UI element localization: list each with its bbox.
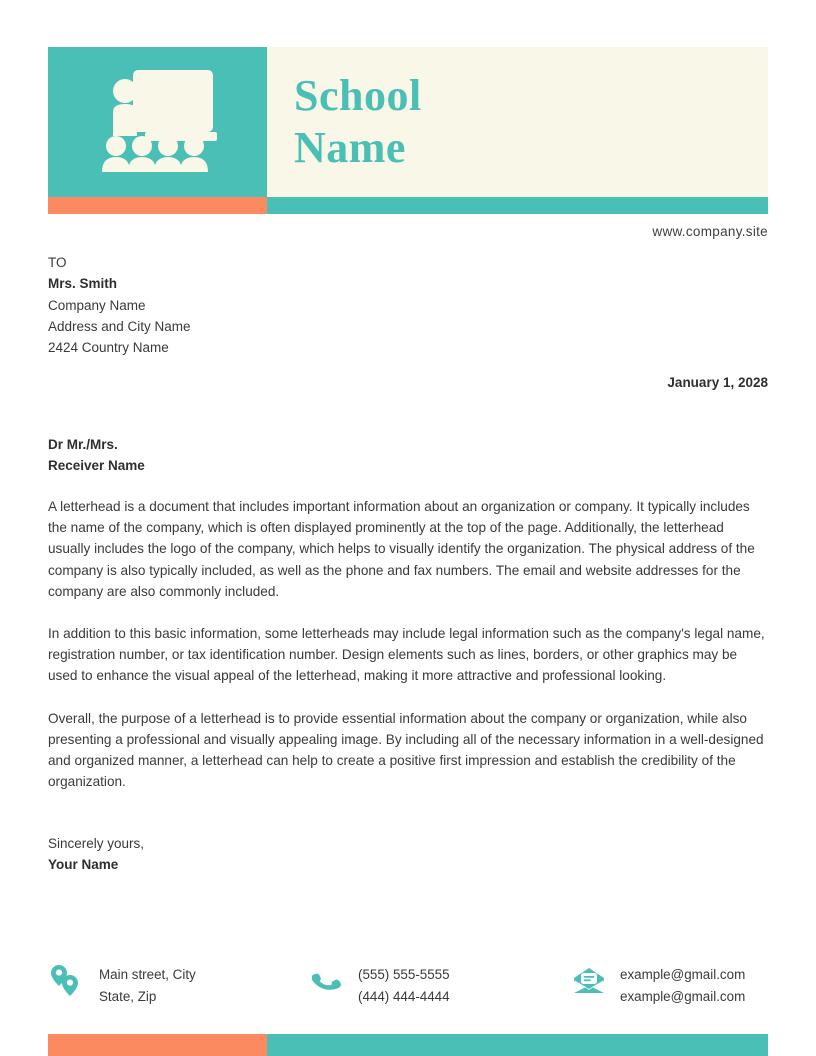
phone-line-2: (444) 444-4444 [358,989,450,1004]
salutation-block [48,434,548,477]
logo-block [48,47,267,197]
phone-line-1: (555) 555-5555 [358,967,450,982]
accent-bar-orange-segment [48,197,267,214]
body-paragraph-2: In addition to this basic information, some letterheads may include legal information such as the company's legal name, registration number, or tax identification number. Design elements such as lines, borders, or other graphics may be used to enhance the visual appeal of the letterhead, making it more attractive and professional looking. [48,626,765,684]
contact-address [48,962,310,1008]
email-line-1: example@gmail.com [620,967,746,982]
bottom-accent-teal-segment [267,1034,768,1056]
bottom-accent-orange-segment [48,1034,267,1056]
letter-body [48,496,766,813]
email-line-2: example@gmail.com [620,989,746,1004]
salutation-line-1: Dr Mr./Mrs. [48,437,118,452]
recipient-company: Company Name [48,297,146,313]
sender-name: Your Name [48,857,119,873]
envelope-message-icon [572,962,606,1000]
website-url: www.company.site [652,224,768,239]
recipient-label: TO [48,255,67,270]
phone-icon [310,962,344,1000]
recipient-block [48,252,468,358]
email-lines [606,962,745,1008]
body-paragraph-1: A letterhead is a document that includes important information about an organization or company. It typically includes the name of the company, which is often displayed prominently at the top of the page. Additionally, the letterhead usually includes the logo of the company, which helps to visually identify the organization. The physical address of the company is also typically included, as well as the phone and fax numbers. The email and website addresses for the company are also commonly included. [48,499,755,599]
phone-lines [344,962,450,1008]
accent-bar-teal-segment [267,197,768,214]
school-name-block [267,47,768,197]
top-accent-bar [48,197,768,214]
salutation-line-2: Receiver Name [48,458,145,474]
letterhead-header [48,47,768,197]
address-line-2: State, Zip [99,989,157,1004]
address-lines [82,962,196,1008]
bottom-accent-bar [48,1034,768,1056]
school-name-line-2: Name [294,123,406,172]
contact-phone [310,962,572,1008]
letter-date: January 1, 2028 [667,375,768,390]
contact-email [572,962,768,1008]
school-name-line-1: School [294,71,422,120]
recipient-name: Mrs. Smith [48,276,118,292]
classroom-teacher-icon [99,68,217,177]
recipient-address: Address and City Name [48,318,191,334]
footer-contacts [48,962,768,1008]
closing-block [48,833,448,876]
location-pin-icon [48,962,82,1000]
sign-off-text: Sincerely yours, [48,836,145,851]
recipient-country: 2424 Country Name [48,340,169,356]
address-line-1: Main street, City [99,967,196,982]
body-paragraph-3: Overall, the purpose of a letterhead is to provide essential information about the company or organization, while also presenting a professional and visually appealing image. By including all of the necessary information in a well-designed and organized manner, a letterhead can help to create a positive first impression and establish the credibility of the organization. [48,710,764,790]
